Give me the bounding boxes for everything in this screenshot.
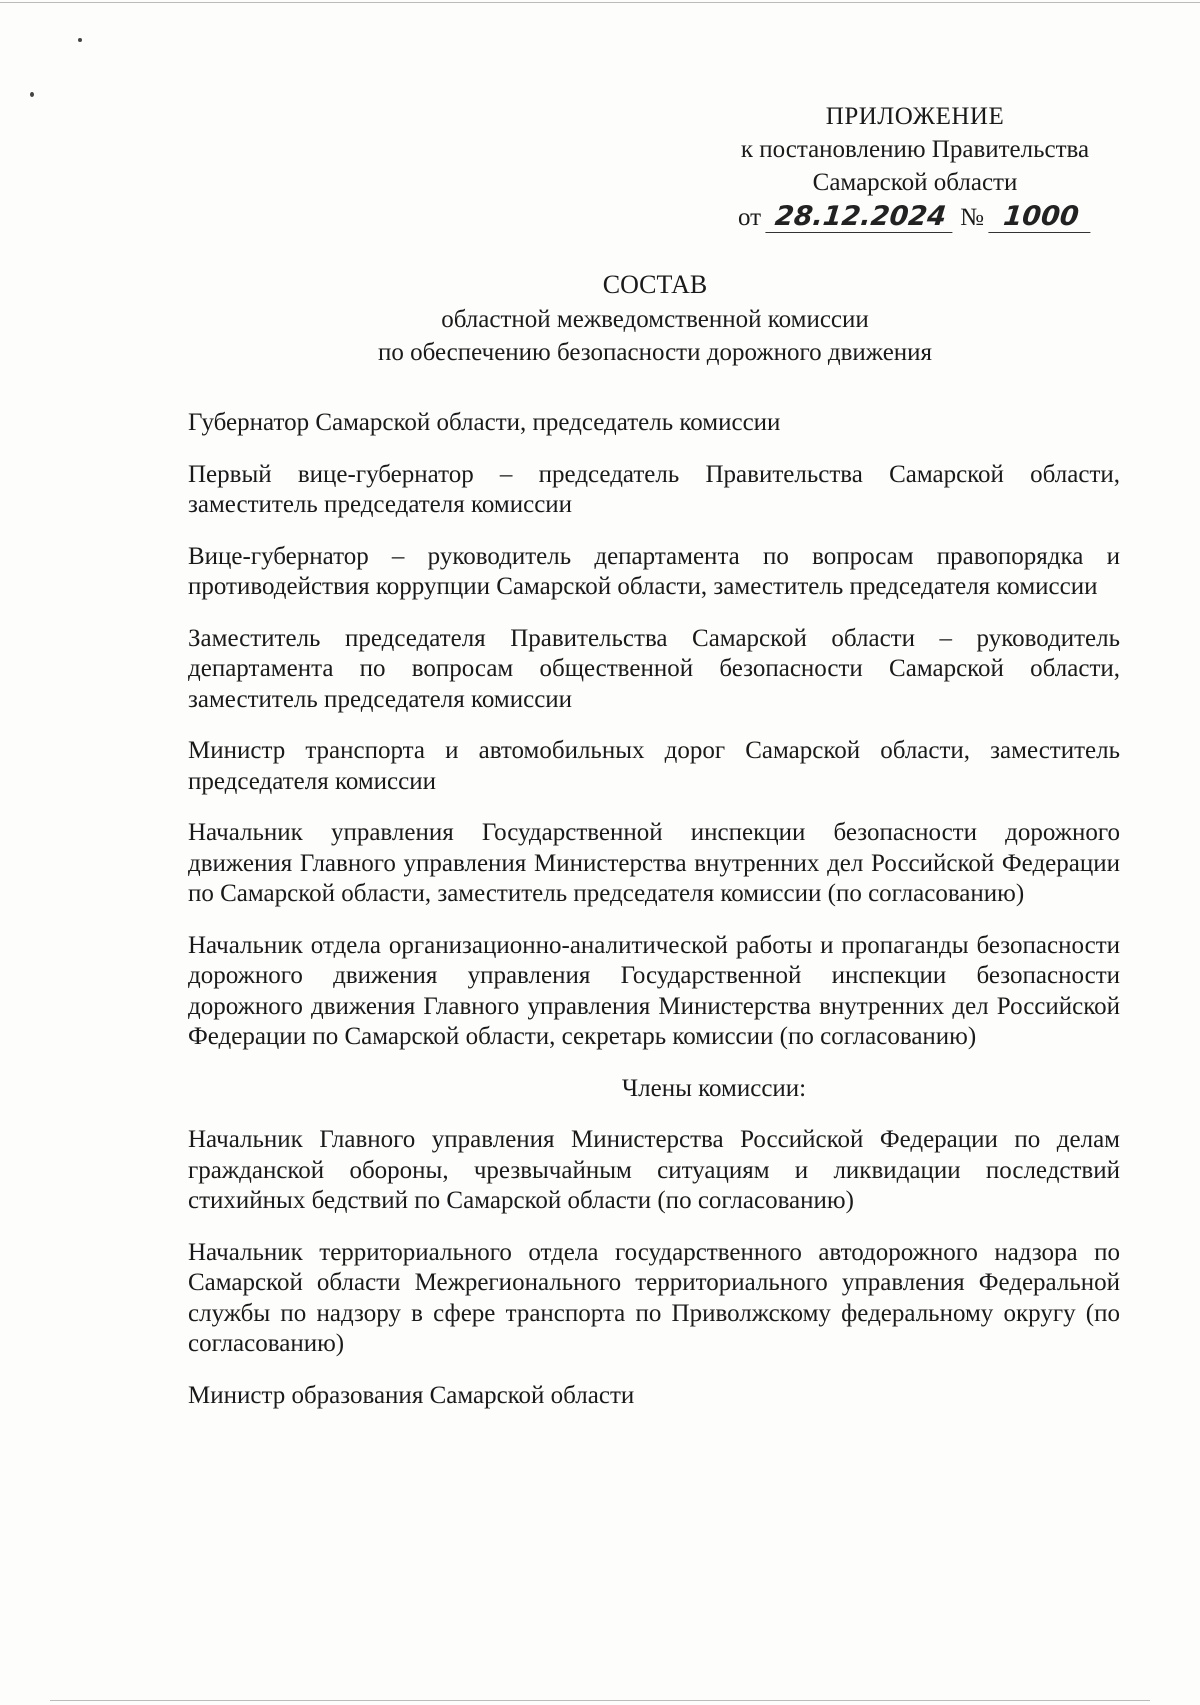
document-title: СОСТАВ	[602, 270, 708, 299]
scan-dot	[78, 38, 82, 42]
list-item: Начальник управления Государственной инспекции безопасности дорожного движения Главного управления Министерства внутренних дел Российской Федерации по Самарской области, заместитель председателя комиссии (по согласованию)	[188, 819, 1120, 907]
date-number-line	[690, 201, 1140, 234]
list-item: Начальник территориального отдела государственного автодорожного надзора по Самарской области Межрегионального территориального управления Федеральной службы по надзору в сфере транспорта по Приволжскому федеральному округу (по согласованию)	[188, 1238, 1120, 1357]
appendix-line-region: Самарской области	[812, 169, 1018, 196]
date-prefix: от	[738, 204, 762, 231]
document-title-block	[180, 268, 1130, 369]
scan-dot	[30, 92, 34, 97]
scan-edge-top	[0, 2, 1200, 3]
list-item: Министр транспорта и автомобильных дорог Самарской области, заместитель председателя комиссии	[188, 737, 1120, 795]
appendix-header	[690, 100, 1140, 234]
commission-composition	[188, 408, 1120, 1432]
document-subtitle-2: по обеспечению безопасности дорожного движения	[377, 339, 933, 366]
list-item: Министр образования Самарской области	[188, 1381, 635, 1409]
handwritten-date: 28.12.2024	[765, 202, 955, 233]
members-heading: Члены комиссии:	[621, 1074, 807, 1102]
appendix-line-resolution: к постановлению Правительства	[740, 136, 1090, 163]
list-item: Первый вице-губернатор – председатель Правительства Самарской области, заместитель председателя комиссии	[188, 460, 1120, 518]
list-item: Вице-губернатор – руководитель департамента по вопросам правопорядка и противодействия коррупции Самарской области, заместитель председателя комиссии	[188, 542, 1120, 600]
list-item: Начальник Главного управления Министерства Российской Федерации по делам гражданской обороны, чрезвычайным ситуациям и ликвидации последствий стихийных бедствий по Самарской области (по согласованию)	[188, 1126, 1120, 1214]
number-sign: №	[960, 204, 984, 231]
document-subtitle-1: областной межведомственной комиссии	[441, 306, 869, 333]
scan-edge-bottom	[50, 1700, 1150, 1701]
appendix-title: ПРИЛОЖЕНИЕ	[825, 103, 1005, 130]
handwritten-number: 1000	[988, 202, 1093, 233]
list-item: Начальник отдела организационно-аналитической работы и пропаганды безопасности дорожного движения управления Государственной инспекции безопасности дорожного движения Главного управления Министерства внутренних дел Российской Федерации по Самарской области, секретарь комиссии (по согласованию)	[188, 931, 1120, 1050]
list-item: Губернатор Самарской области, председатель комиссии	[188, 409, 781, 436]
list-item: Заместитель председателя Правительства Самарской области – руководитель департамента по вопросам общественной безопасности Самарской области, заместитель председателя комиссии	[188, 624, 1120, 713]
